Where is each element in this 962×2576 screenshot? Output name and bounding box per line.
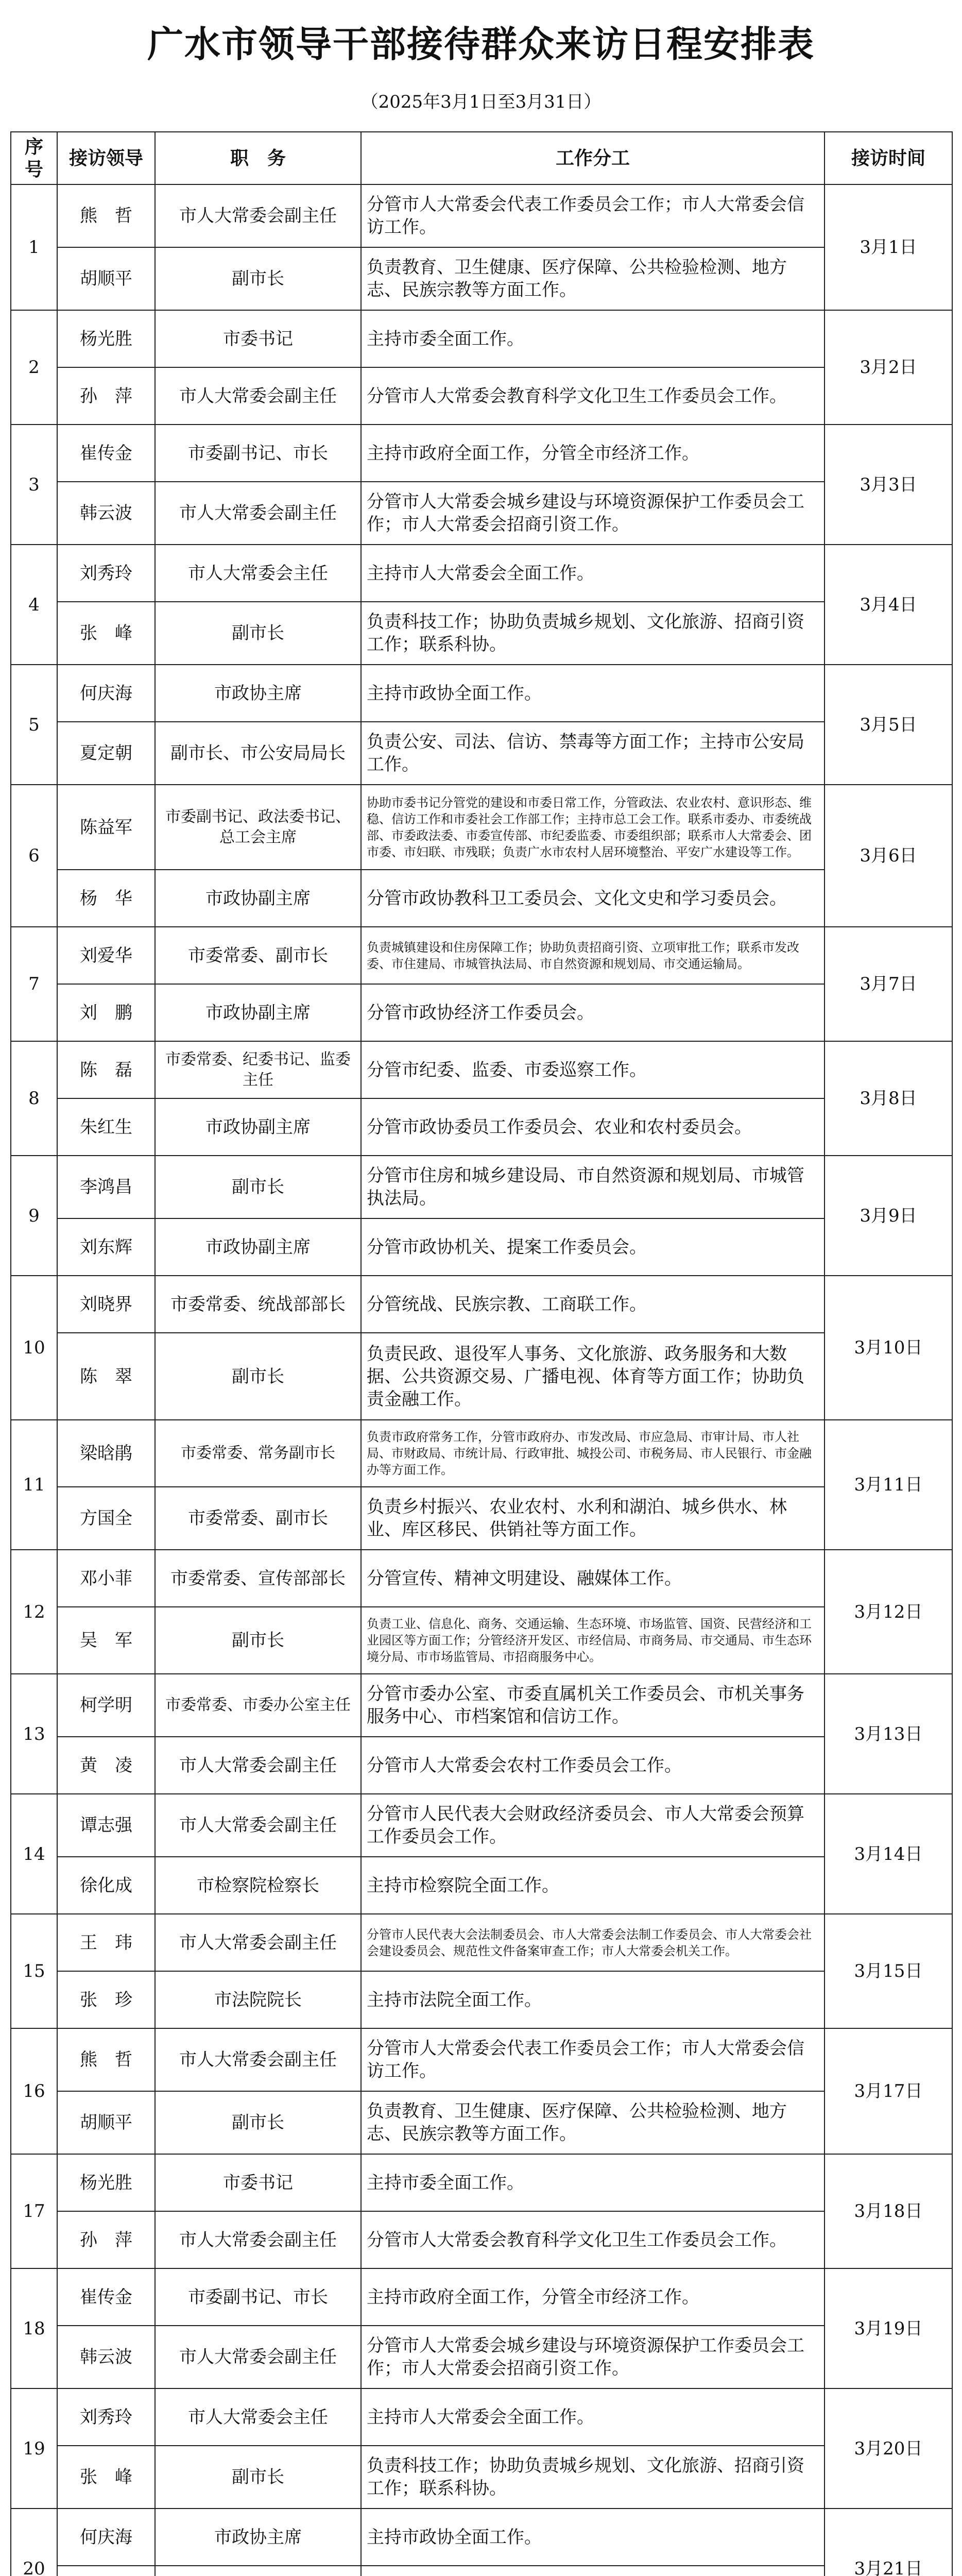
leader-name: 柯学明	[57, 1674, 155, 1737]
table-row	[11, 2268, 952, 2326]
leader-duty: 负责民政、退役军人事务、文化旅游、政务服务和大数据、公共资源交易、广播电视、体育等方面工作；协助负责金融工作。	[361, 1333, 824, 1420]
leader-position: 市委常委、副市长	[155, 927, 361, 984]
leader-name: 刘东辉	[57, 1218, 155, 1276]
row-seq-number: 2	[11, 310, 57, 425]
leader-position: 副市长	[155, 602, 361, 665]
leader-position: 市委常委、副市长	[155, 1487, 361, 1550]
leader-position	[155, 2566, 361, 2576]
leader-name: 张 珍	[57, 1971, 155, 2028]
reception-date: 3月15日	[824, 1914, 952, 2028]
leader-name: 杨光胜	[57, 2154, 155, 2211]
leader-duty: 分管市人大常委会代表工作委员会工作；市人大常委会信访工作。	[361, 184, 824, 247]
leader-name: 孙 萍	[57, 367, 155, 425]
leader-name: 刘爱华	[57, 927, 155, 984]
leader-duty: 负责科技工作；协助负责城乡规划、文化旅游、招商引资工作；联系科协。	[361, 602, 824, 665]
document-subtitle: （2025年3月1日至3月31日）	[360, 92, 602, 112]
leader-position: 市人大常委会主任	[155, 2388, 361, 2446]
leader-name: 何庆海	[57, 2509, 155, 2566]
leader-duty: 分管市政协经济工作委员会。	[361, 984, 824, 1041]
leader-duty: 主持市检察院全面工作。	[361, 1857, 824, 1914]
leader-position: 副市长	[155, 247, 361, 310]
table-row	[11, 184, 952, 247]
table-row	[11, 2446, 952, 2509]
leader-duty: 负责乡村振兴、农业农村、水利和湖泊、城乡供水、林业、库区移民、供销社等方面工作。	[361, 1487, 824, 1550]
leader-duty: 分管市人大常委会城乡建设与环境资源保护工作委员会工作；市人大常委会招商引资工作。	[361, 482, 824, 545]
header-seq: 序号	[11, 132, 57, 184]
leader-position: 市人大常委会副主任	[155, 1794, 361, 1857]
leader-name: 刘秀玲	[57, 2388, 155, 2446]
row-seq-number: 18	[11, 2268, 57, 2388]
leader-name: 熊 哲	[57, 2028, 155, 2091]
leader-position: 市委副书记、市长	[155, 2268, 361, 2326]
table-row	[11, 1857, 952, 1914]
leader-name: 张 峰	[57, 602, 155, 665]
table-row	[11, 927, 952, 984]
leader-name: 孙 萍	[57, 2211, 155, 2268]
reception-date: 3月19日	[824, 2268, 952, 2388]
leader-duty: 分管市政协教科卫工委员会、文化文史和学习委员会。	[361, 870, 824, 927]
table-row	[11, 870, 952, 927]
row-seq-number: 8	[11, 1041, 57, 1156]
table-header-row	[11, 132, 952, 184]
leader-position: 市人大常委会主任	[155, 545, 361, 602]
leader-duty: 分管市政协机关、提案工作委员会。	[361, 1218, 824, 1276]
leader-duty: 分管市政协委员工作委员会、农业和农村委员会。	[361, 1098, 824, 1156]
table-row	[11, 1607, 952, 1674]
leader-name: 韩云波	[57, 2326, 155, 2388]
leader-duty: 分管市人大常委会代表工作委员会工作；市人大常委会信访工作。	[361, 2028, 824, 2091]
leader-position: 市人大常委会副主任	[155, 184, 361, 247]
table-row	[11, 1420, 952, 1487]
header-duty: 工作分工	[361, 132, 824, 184]
leader-position: 市人大常委会副主任	[155, 1914, 361, 1971]
table-row	[11, 482, 952, 545]
leader-name: 夏定朝	[57, 722, 155, 785]
leader-name: 王 玮	[57, 1914, 155, 1971]
reception-date: 3月1日	[824, 184, 952, 310]
table-row	[11, 2326, 952, 2388]
leader-name: 杨光胜	[57, 310, 155, 367]
leader-name: 刘 鹏	[57, 984, 155, 1041]
row-seq-number: 17	[11, 2154, 57, 2268]
table-row	[11, 1333, 952, 1420]
leader-duty: 分管市住房和城乡建设局、市自然资源和规划局、市城管执法局。	[361, 1156, 824, 1218]
leader-name: 熊 哲	[57, 184, 155, 247]
leader-name: 崔传金	[57, 2268, 155, 2326]
leader-duty: 负责城镇建设和住房保障工作；协助负责招商引资、立项审批工作；联系市发改委、市住建局、市城管执法局、市自然资源和规划局、市交通运输局。	[361, 927, 824, 984]
row-seq-number: 6	[11, 785, 57, 927]
row-seq-number: 3	[11, 425, 57, 545]
reception-date: 3月18日	[824, 2154, 952, 2268]
leader-position: 市政协副主席	[155, 870, 361, 927]
table-row	[11, 1674, 952, 1737]
leader-duty: 分管市人大常委会城乡建设与环境资源保护工作委员会工作；市人大常委会招商引资工作。	[361, 2326, 824, 2388]
leader-name	[57, 2566, 155, 2576]
leader-name: 胡顺平	[57, 2091, 155, 2154]
row-seq-number: 12	[11, 1550, 57, 1674]
leader-name: 何庆海	[57, 665, 155, 722]
leader-duty: 主持市政府全面工作，分管全市经济工作。	[361, 2268, 824, 2326]
leader-name: 梁晗鹃	[57, 1420, 155, 1487]
leader-position: 副市长、市公安局局长	[155, 722, 361, 785]
leader-position: 副市长	[155, 2446, 361, 2509]
table-row	[11, 1098, 952, 1156]
row-seq-number: 10	[11, 1276, 57, 1420]
reception-date: 3月2日	[824, 310, 952, 425]
leader-duty	[361, 2566, 824, 2576]
table-row	[11, 602, 952, 665]
leader-duty: 主持市政府全面工作，分管全市经济工作。	[361, 425, 824, 482]
leader-position: 副市长	[155, 1607, 361, 1674]
leader-name: 朱红生	[57, 1098, 155, 1156]
reception-date: 3月3日	[824, 425, 952, 545]
leader-duty: 负责工业、信息化、商务、交通运输、生态环境、市场监管、国资、民营经济和工业园区等方面工作；分管经济开发区、市经信局、市商务局、市交通局、市生态环境分局、市市场监管局、市招商服务中心。	[361, 1607, 824, 1674]
table-row	[11, 2028, 952, 2091]
schedule-table	[10, 131, 953, 2576]
table-row	[11, 984, 952, 1041]
leader-name: 崔传金	[57, 425, 155, 482]
leader-position: 市委书记	[155, 2154, 361, 2211]
leader-position: 市人大常委会副主任	[155, 2326, 361, 2388]
leader-name: 黄 凌	[57, 1737, 155, 1794]
row-seq-number: 11	[11, 1420, 57, 1550]
table-row	[11, 665, 952, 722]
header-leader: 接访领导	[57, 132, 155, 184]
reception-date: 3月6日	[824, 785, 952, 927]
leader-position: 市人大常委会副主任	[155, 2211, 361, 2268]
reception-date: 3月14日	[824, 1794, 952, 1914]
leader-position: 市委常委、纪委书记、监委主任	[155, 1041, 361, 1098]
reception-date: 3月17日	[824, 2028, 952, 2154]
row-seq-number: 15	[11, 1914, 57, 2028]
leader-duty: 主持市委全面工作。	[361, 2154, 824, 2211]
row-seq-number: 16	[11, 2028, 57, 2154]
table-row	[11, 2388, 952, 2446]
row-seq-number: 13	[11, 1674, 57, 1794]
leader-position: 市委常委、统战部部长	[155, 1276, 361, 1333]
row-seq-number: 9	[11, 1156, 57, 1276]
row-seq-number: 19	[11, 2388, 57, 2509]
table-row	[11, 545, 952, 602]
leader-duty: 负责公安、司法、信访、禁毒等方面工作；主持市公安局工作。	[361, 722, 824, 785]
leader-position: 市委书记	[155, 310, 361, 367]
table-row	[11, 247, 952, 310]
table-row	[11, 2509, 952, 2566]
table-row	[11, 722, 952, 785]
leader-position: 市委副书记、政法委书记、总工会主席	[155, 785, 361, 870]
leader-name: 陈 翠	[57, 1333, 155, 1420]
leader-duty: 主持市政协全面工作。	[361, 665, 824, 722]
leader-name: 方国全	[57, 1487, 155, 1550]
leader-duty: 主持市委全面工作。	[361, 310, 824, 367]
reception-date: 3月8日	[824, 1041, 952, 1156]
reception-date: 3月12日	[824, 1550, 952, 1674]
header-date: 接访时间	[824, 132, 952, 184]
table-row	[11, 1156, 952, 1218]
leader-name: 李鸿昌	[57, 1156, 155, 1218]
leader-name: 刘晓界	[57, 1276, 155, 1333]
leader-name: 吴 军	[57, 1607, 155, 1674]
reception-date: 3月11日	[824, 1420, 952, 1550]
leader-position: 市人大常委会副主任	[155, 482, 361, 545]
leader-position: 市政协主席	[155, 665, 361, 722]
row-seq-number: 14	[11, 1794, 57, 1914]
table-row	[11, 1971, 952, 2028]
leader-name: 谭志强	[57, 1794, 155, 1857]
document-title: 广水市领导干部接待群众来访日程安排表	[147, 23, 815, 65]
leader-duty: 主持市政协全面工作。	[361, 2509, 824, 2566]
leader-duty: 分管市人大常委会教育科学文化卫生工作委员会工作。	[361, 367, 824, 425]
leader-duty: 负责教育、卫生健康、医疗保障、公共检验检测、地方志、民族宗教等方面工作。	[361, 2091, 824, 2154]
table-row	[11, 1041, 952, 1098]
reception-date: 3月20日	[824, 2388, 952, 2509]
reception-date: 3月4日	[824, 545, 952, 665]
reception-date: 3月9日	[824, 1156, 952, 1276]
leader-duty: 分管市委办公室、市委直属机关工作委员会、市机关事务服务中心、市档案馆和信访工作。	[361, 1674, 824, 1737]
leader-position: 市委副书记、市长	[155, 425, 361, 482]
leader-name: 邓小菲	[57, 1550, 155, 1607]
leader-duty: 分管统战、民族宗教、工商联工作。	[361, 1276, 824, 1333]
table-row	[11, 2566, 952, 2576]
leader-position: 市委常委、常务副市长	[155, 1420, 361, 1487]
row-seq-number: 7	[11, 927, 57, 1041]
leader-name: 陈 磊	[57, 1041, 155, 1098]
leader-duty: 分管市纪委、监委、市委巡察工作。	[361, 1041, 824, 1098]
leader-name: 杨 华	[57, 870, 155, 927]
leader-duty: 分管市人民代表大会财政经济委员会、市人大常委会预算工作委员会工作。	[361, 1794, 824, 1857]
leader-position: 副市长	[155, 2091, 361, 2154]
leader-duty: 协助市委书记分管党的建设和市委日常工作，分管政法、农业农村、意识形态、维稳、信访工作和市委社会工作部工作；主持市总工会工作。联系市委办、市委统战部、市委政法委、市委宣传部、市纪委监委、市委组织部；联系市人大常委会、团市委、市妇联、市残联；负责广水市农村人居环境整治、平安广水建设等工作。	[361, 785, 824, 870]
table-row	[11, 1218, 952, 1276]
table-row	[11, 1276, 952, 1333]
reception-date: 3月21日	[824, 2509, 952, 2576]
leader-position: 市法院院长	[155, 1971, 361, 2028]
row-seq-number: 1	[11, 184, 57, 310]
table-row	[11, 310, 952, 367]
reception-date: 3月10日	[824, 1276, 952, 1420]
leader-duty: 负责市政府常务工作，分管市政府办、市发改局、市应急局、市审计局、市人社局、市财政局、市统计局、行政审批、城投公司、市税务局、市人民银行、市金融办等方面工作。	[361, 1420, 824, 1487]
leader-duty: 负责科技工作；协助负责城乡规划、文化旅游、招商引资工作；联系科协。	[361, 2446, 824, 2509]
leader-name: 刘秀玲	[57, 545, 155, 602]
leader-position: 市政协副主席	[155, 1218, 361, 1276]
table-row	[11, 1737, 952, 1794]
schedule-body	[11, 184, 952, 2576]
header-position: 职 务	[155, 132, 361, 184]
leader-position: 市委常委、市委办公室主任	[155, 1674, 361, 1737]
reception-date: 3月7日	[824, 927, 952, 1041]
leader-name: 张 峰	[57, 2446, 155, 2509]
leader-duty: 分管市人民代表大会法制委员会、市人大常委会法制工作委员会、市人大常委会社会建设委员会、规范性文件备案审查工作；市人大常委会机关工作。	[361, 1914, 824, 1971]
leader-position: 市检察院检察长	[155, 1857, 361, 1914]
reception-date: 3月5日	[824, 665, 952, 785]
table-row	[11, 1487, 952, 1550]
leader-position: 市委常委、宣传部部长	[155, 1550, 361, 1607]
leader-name: 徐化成	[57, 1857, 155, 1914]
table-row	[11, 2154, 952, 2211]
table-row	[11, 367, 952, 425]
leader-name: 韩云波	[57, 482, 155, 545]
leader-duty: 主持市法院全面工作。	[361, 1971, 824, 2028]
row-seq-number: 4	[11, 545, 57, 665]
leader-position: 市人大常委会副主任	[155, 367, 361, 425]
leader-position: 市政协副主席	[155, 984, 361, 1041]
leader-position: 市人大常委会副主任	[155, 2028, 361, 2091]
leader-duty: 主持市人大常委会全面工作。	[361, 545, 824, 602]
leader-position: 市人大常委会副主任	[155, 1737, 361, 1794]
leader-duty: 主持市人大常委会全面工作。	[361, 2388, 824, 2446]
table-row	[11, 785, 952, 870]
table-row	[11, 425, 952, 482]
leader-position: 副市长	[155, 1333, 361, 1420]
leader-position: 副市长	[155, 1156, 361, 1218]
leader-duty: 分管市人大常委会农村工作委员会工作。	[361, 1737, 824, 1794]
reception-date: 3月13日	[824, 1674, 952, 1794]
leader-name: 胡顺平	[57, 247, 155, 310]
leader-name: 陈益军	[57, 785, 155, 870]
table-row	[11, 1550, 952, 1607]
table-row	[11, 1794, 952, 1857]
row-seq-number: 20	[11, 2509, 57, 2576]
leader-duty: 分管市人大常委会教育科学文化卫生工作委员会工作。	[361, 2211, 824, 2268]
table-row	[11, 2091, 952, 2154]
leader-position: 市政协副主席	[155, 1098, 361, 1156]
table-row	[11, 2211, 952, 2268]
leader-duty: 分管宣传、精神文明建设、融媒体工作。	[361, 1550, 824, 1607]
leader-duty: 负责教育、卫生健康、医疗保障、公共检验检测、地方志、民族宗教等方面工作。	[361, 247, 824, 310]
row-seq-number: 5	[11, 665, 57, 785]
table-row	[11, 1914, 952, 1971]
leader-position: 市政协主席	[155, 2509, 361, 2566]
